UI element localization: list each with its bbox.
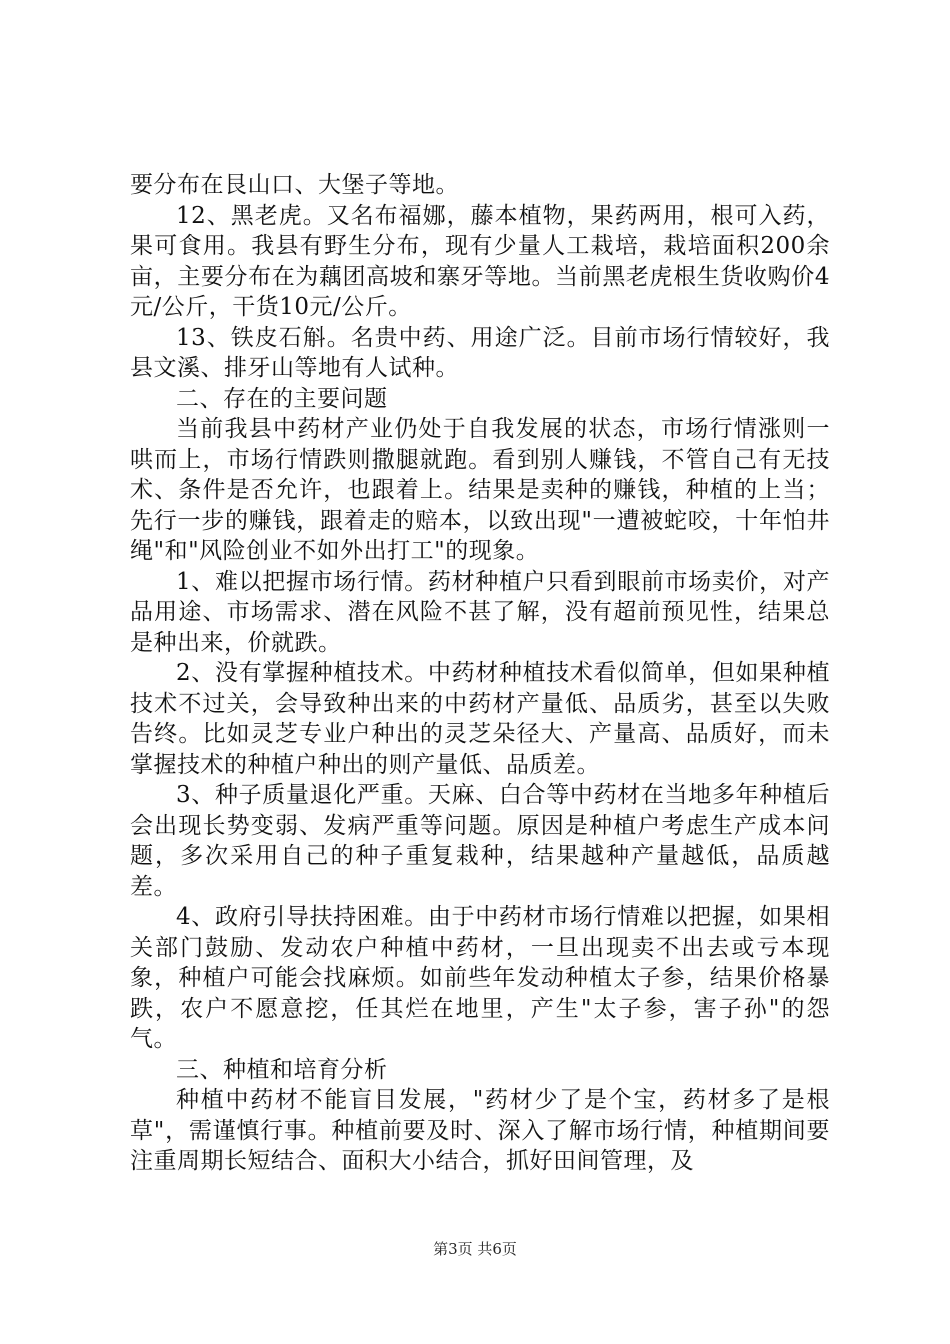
paragraph-8: 4、政府引导扶持困难。由于中药材市场行情难以把握，如果相关部门鼓励、发动农户种植中药材，一旦出现卖不出去或亏本现象，种植户可能会找麻烦。如前些年发动种植太子参，结果价格暴跌，农户不愿意挖，任其烂在地里，产生"太子参，害子孙"的怨气。	[130, 904, 830, 1052]
document-body	[130, 170, 830, 1177]
paragraph-4: 当前我县中药材产业仍处于自我发展的状态，市场行情涨则一哄而上，市场行情跌则撒腿就跑。看到别人赚钱，不管自己有无技术、条件是否允许，也跟着上。结果是卖种的赚钱，种植的上当；先行一步的赚钱，跟着走的赔本，以致出现"一遭被蛇咬，十年怕井绳"和"风险创业不如外出打工"的现象。	[130, 416, 830, 564]
paragraph-7: 3、种子质量退化严重。天麻、白合等中药材在当地多年种植后会出现长势变弱、发病严重等问题。原因是种植户考虑生产成本问题，多次采用自己的种子重复栽种，结果越种产量越低，品质越差。	[130, 782, 830, 900]
paragraph-3: 13、铁皮石斛。名贵中药、用途广泛。目前市场行情较好，我县文溪、排牙山等地有人试种。	[130, 324, 830, 381]
paragraph-1: 要分布在艮山口、大堡子等地。	[130, 172, 459, 198]
section-heading-2: 二、存在的主要问题	[176, 385, 388, 412]
paragraph-2: 12、黑老虎。又名布福娜，藤本植物，果药两用，根可入药，果可食用。我县有野生分布，现有少量人工栽培，栽培面积200余亩，主要分布在为藕团高坡和寨牙等地。当前黑老虎根生货收购价4元/公斤，干货10元/公斤。	[130, 202, 830, 320]
paragraph-9: 种植中药材不能盲目发展，"药材少了是个宝，药材多了是根草"，需谨慎行事。种植前要及时、深入了解市场行情，种植期间要注重周期长短结合、面积大小结合，抓好田间管理，及	[130, 1087, 830, 1174]
section-heading-3: 三、种植和培育分析	[176, 1056, 388, 1083]
paragraph-6: 2、没有掌握种植技术。中药材种植技术看似简单，但如果种植技术不过关，会导致种出来的中药材产量低、品质劣，甚至以失败告终。比如灵芝专业户种出的灵芝朵径大、产量高、品质好，而未掌握技术的种植户种出的则产量低、品质差。	[130, 660, 830, 778]
paragraph-5: 1、难以把握市场行情。药材种植户只看到眼前市场卖价，对产品用途、市场需求、潜在风险不甚了解，没有超前预见性，结果总是种出来，价就跌。	[130, 568, 830, 656]
page-footer	[0, 1238, 950, 1259]
page-number: 第3页 共6页	[433, 1240, 517, 1258]
